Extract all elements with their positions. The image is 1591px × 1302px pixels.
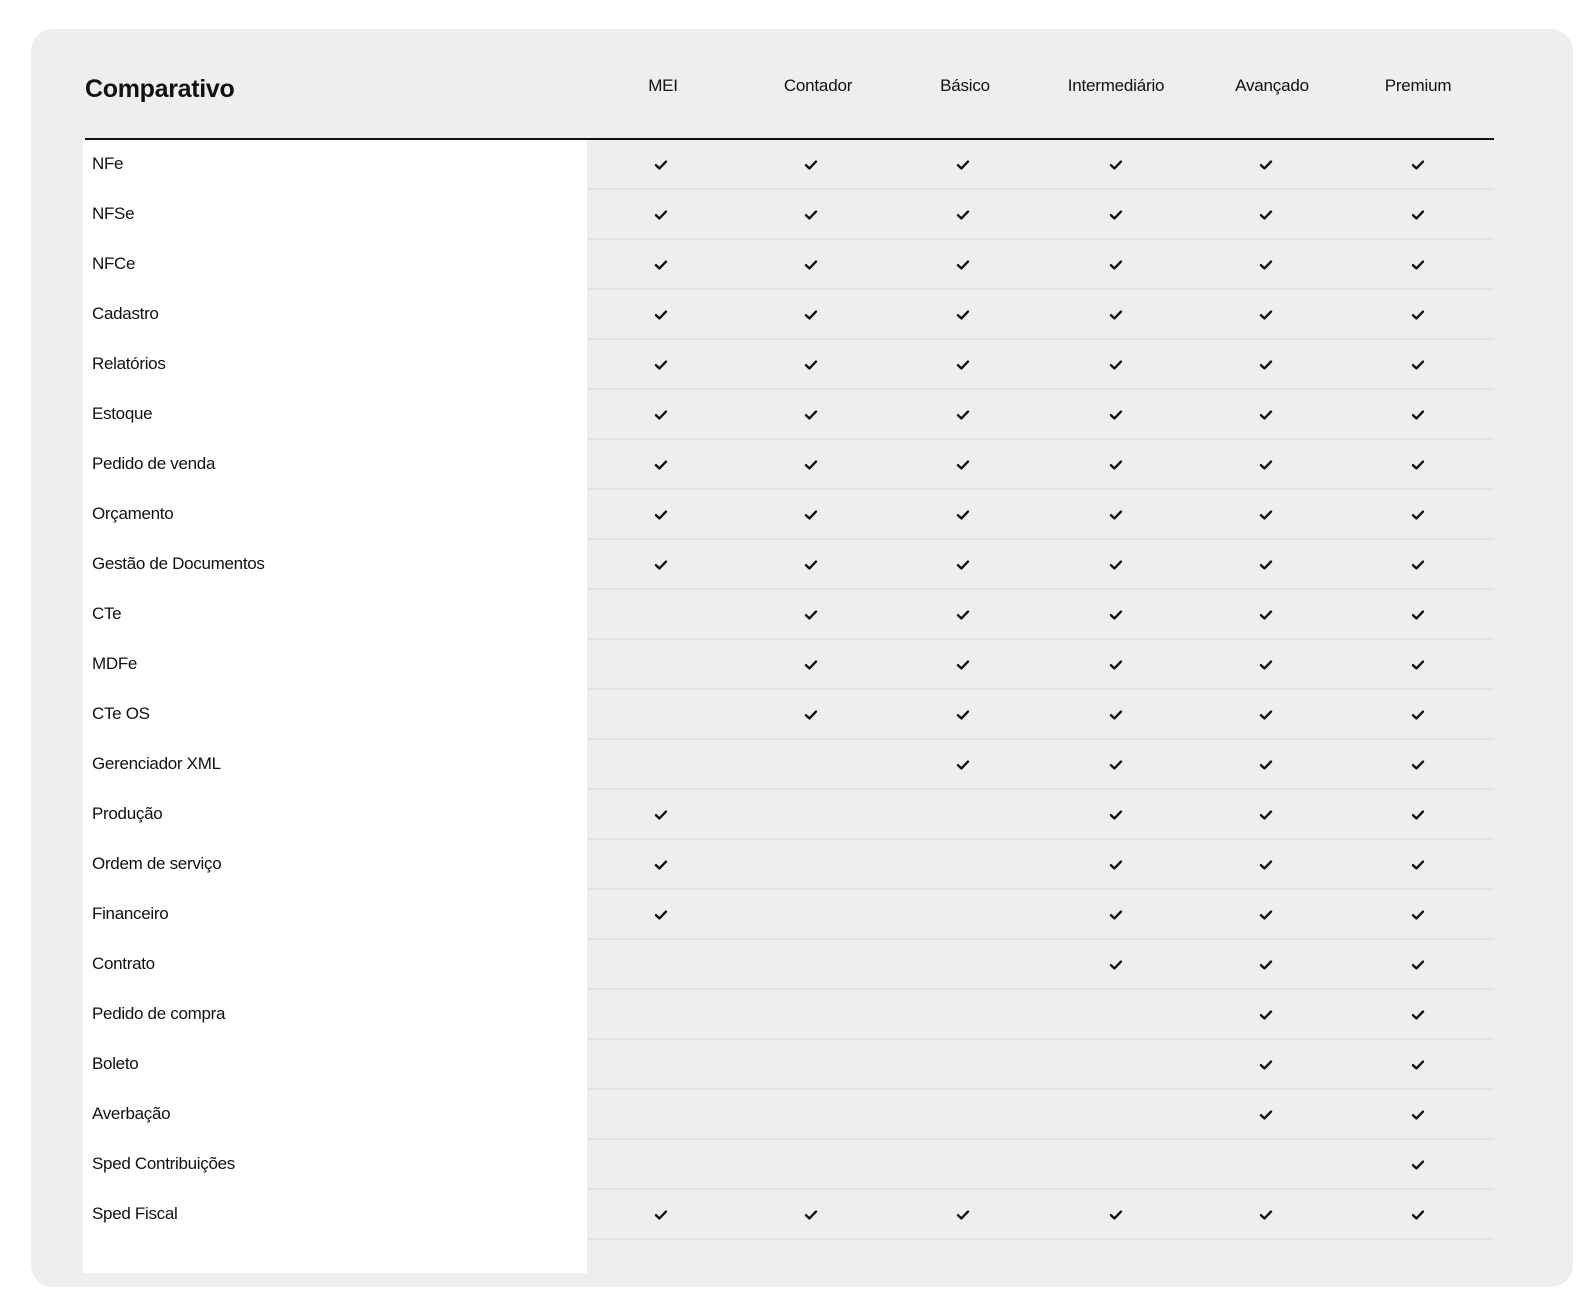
table-row <box>83 890 1494 940</box>
plan-header-avancado: Avançado <box>1235 76 1309 95</box>
feature-label: Contrato <box>92 954 155 973</box>
checkmark-icon <box>801 155 821 175</box>
checkmark-icon <box>953 405 973 425</box>
checkmark-icon <box>1408 455 1428 475</box>
checkmark-icon <box>1106 1205 1126 1225</box>
checkmark-icon <box>953 255 973 275</box>
checkmark-icon <box>1106 855 1126 875</box>
table-row <box>83 690 1494 740</box>
checkmark-icon <box>1408 305 1428 325</box>
feature-label: Gerenciador XML <box>92 754 221 773</box>
checkmark-icon <box>1408 905 1428 925</box>
checkmark-icon <box>1256 755 1276 775</box>
table-row <box>83 840 1494 890</box>
checkmark-icon <box>1408 155 1428 175</box>
checkmark-icon <box>1106 505 1126 525</box>
checkmark-icon <box>801 255 821 275</box>
checkmark-icon <box>801 455 821 475</box>
checkmark-icon <box>953 155 973 175</box>
checkmark-icon <box>651 1205 671 1225</box>
feature-label: CTe OS <box>92 704 150 723</box>
feature-label: Orçamento <box>92 504 174 523</box>
checkmark-icon <box>1256 1205 1276 1225</box>
checkmark-icon <box>801 605 821 625</box>
comparison-card <box>31 29 1573 1287</box>
checkmark-icon <box>1408 205 1428 225</box>
checkmark-icon <box>1106 405 1126 425</box>
checkmark-icon <box>953 705 973 725</box>
checkmark-icon <box>801 405 821 425</box>
checkmark-icon <box>1256 505 1276 525</box>
feature-label: CTe <box>92 604 122 623</box>
table-row <box>83 240 1494 290</box>
table-header <box>85 29 1494 139</box>
checkmark-icon <box>1256 1055 1276 1075</box>
feature-label: MDFe <box>92 654 138 673</box>
table-row <box>83 540 1494 590</box>
checkmark-icon <box>1106 205 1126 225</box>
checkmark-icon <box>1256 955 1276 975</box>
feature-label: NFSe <box>92 204 135 223</box>
checkmark-icon <box>1256 905 1276 925</box>
feature-label: Produção <box>92 804 163 823</box>
feature-label: Pedido de venda <box>92 454 216 473</box>
checkmark-icon <box>1106 955 1126 975</box>
feature-label: NFe <box>92 154 124 173</box>
table-row <box>83 440 1494 490</box>
table-row <box>83 1140 1494 1190</box>
checkmark-icon <box>801 555 821 575</box>
checkmark-icon <box>651 355 671 375</box>
checkmark-icon <box>1256 305 1276 325</box>
table-row <box>83 490 1494 540</box>
checkmark-icon <box>801 505 821 525</box>
checkmark-icon <box>651 455 671 475</box>
checkmark-icon <box>953 205 973 225</box>
checkmark-icon <box>801 1205 821 1225</box>
checkmark-icon <box>953 555 973 575</box>
feature-label: Ordem de serviço <box>92 854 222 873</box>
checkmark-icon <box>1106 655 1126 675</box>
checkmark-icon <box>801 355 821 375</box>
checkmark-icon <box>801 705 821 725</box>
checkmark-icon <box>1256 255 1276 275</box>
checkmark-icon <box>651 555 671 575</box>
checkmark-icon <box>1256 355 1276 375</box>
checkmark-icon <box>801 655 821 675</box>
table-row <box>83 990 1494 1040</box>
plan-header-contador: Contador <box>783 76 853 95</box>
checkmark-icon <box>651 155 671 175</box>
checkmark-icon <box>1408 1155 1428 1175</box>
feature-label: Estoque <box>92 404 153 423</box>
checkmark-icon <box>1408 855 1428 875</box>
checkmark-icon <box>651 855 671 875</box>
feature-label: Gestão de Documentos <box>92 554 265 573</box>
checkmark-icon <box>1106 755 1126 775</box>
checkmark-icon <box>651 505 671 525</box>
checkmark-icon <box>1408 505 1428 525</box>
table-title: Comparativo <box>85 75 235 103</box>
table-row <box>83 640 1494 690</box>
checkmark-icon <box>1256 1005 1276 1025</box>
feature-label: Pedido de compra <box>92 1004 226 1023</box>
checkmark-icon <box>1408 755 1428 775</box>
checkmark-icon <box>651 405 671 425</box>
plan-header-mei: MEI <box>648 76 678 95</box>
table-row <box>83 1040 1494 1090</box>
checkmark-icon <box>1408 1005 1428 1025</box>
checkmark-icon <box>651 255 671 275</box>
checkmark-icon <box>1106 305 1126 325</box>
checkmark-icon <box>1256 655 1276 675</box>
feature-label: Financeiro <box>92 904 169 923</box>
checkmark-icon <box>1106 905 1126 925</box>
table-row <box>83 190 1494 240</box>
checkmark-icon <box>801 205 821 225</box>
table-row <box>83 140 1494 190</box>
checkmark-icon <box>1408 1055 1428 1075</box>
checkmark-icon <box>953 305 973 325</box>
checkmark-icon <box>1106 355 1126 375</box>
table-row <box>83 340 1494 390</box>
checkmark-icon <box>1408 955 1428 975</box>
feature-label: Boleto <box>92 1054 139 1073</box>
checkmark-icon <box>651 805 671 825</box>
checkmark-icon <box>1106 705 1126 725</box>
checkmark-icon <box>1106 155 1126 175</box>
checkmark-icon <box>651 905 671 925</box>
table-row <box>83 790 1494 840</box>
feature-label: Sped Contribuições <box>92 1154 235 1173</box>
checkmark-icon <box>801 305 821 325</box>
checkmark-icon <box>1256 1105 1276 1125</box>
checkmark-icon <box>1256 705 1276 725</box>
checkmark-icon <box>1408 1105 1428 1125</box>
checkmark-icon <box>1256 605 1276 625</box>
checkmark-icon <box>953 755 973 775</box>
checkmark-icon <box>1408 255 1428 275</box>
checkmark-icon <box>1408 605 1428 625</box>
checkmark-icon <box>953 1205 973 1225</box>
table-row <box>83 1190 1494 1240</box>
checkmark-icon <box>953 355 973 375</box>
feature-label: Relatórios <box>92 354 166 373</box>
checkmark-icon <box>1256 155 1276 175</box>
checkmark-icon <box>1256 855 1276 875</box>
feature-label: NFCe <box>92 254 136 273</box>
checkmark-icon <box>1256 455 1276 475</box>
table-row <box>83 940 1494 990</box>
checkmark-icon <box>1106 455 1126 475</box>
feature-label: Cadastro <box>92 304 159 323</box>
checkmark-icon <box>651 305 671 325</box>
feature-rows <box>83 140 1494 1240</box>
checkmark-icon <box>1408 705 1428 725</box>
checkmark-icon <box>1106 605 1126 625</box>
plan-header-intermediario: Intermediário <box>1067 76 1165 95</box>
checkmark-icon <box>953 505 973 525</box>
checkmark-icon <box>651 205 671 225</box>
checkmark-icon <box>1408 555 1428 575</box>
checkmark-icon <box>1408 655 1428 675</box>
checkmark-icon <box>1408 405 1428 425</box>
checkmark-icon <box>1106 555 1126 575</box>
table-row <box>83 290 1494 340</box>
checkmark-icon <box>953 455 973 475</box>
checkmark-icon <box>1106 805 1126 825</box>
checkmark-icon <box>1256 205 1276 225</box>
checkmark-icon <box>953 605 973 625</box>
table-row <box>83 1090 1494 1140</box>
checkmark-icon <box>1256 805 1276 825</box>
plan-header-premium: Premium <box>1384 76 1452 95</box>
checkmark-icon <box>1408 355 1428 375</box>
table-row <box>83 590 1494 640</box>
checkmark-icon <box>1408 805 1428 825</box>
table-row <box>83 390 1494 440</box>
plan-header-basico: Básico <box>940 76 990 95</box>
checkmark-icon <box>953 655 973 675</box>
feature-label: Averbação <box>92 1104 171 1123</box>
checkmark-icon <box>1256 555 1276 575</box>
table-row <box>83 740 1494 790</box>
feature-label: Sped Fiscal <box>92 1204 178 1223</box>
checkmark-icon <box>1106 255 1126 275</box>
checkmark-icon <box>1256 405 1276 425</box>
checkmark-icon <box>1408 1205 1428 1225</box>
